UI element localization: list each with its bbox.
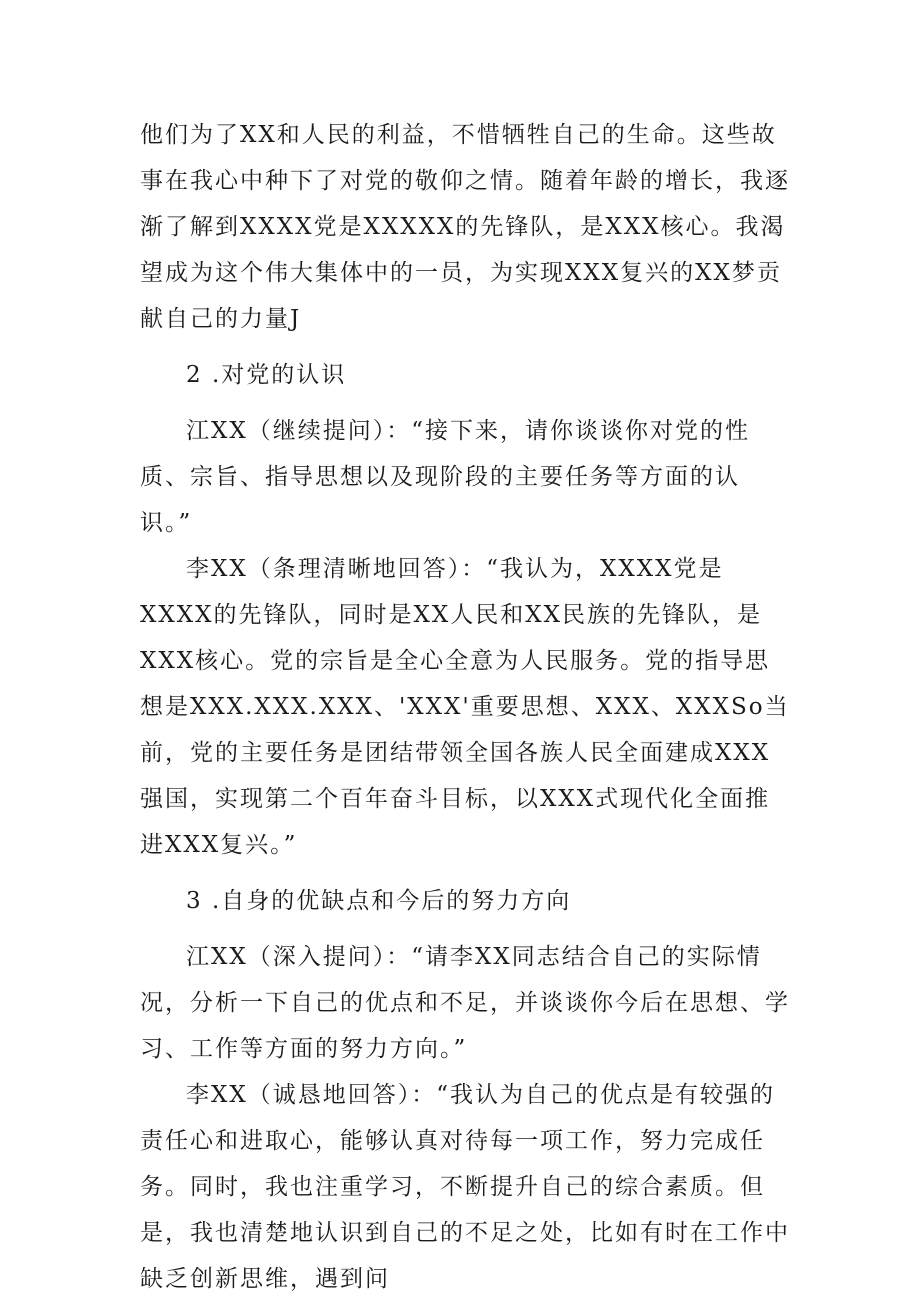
paragraph-question-party: 江XX（继续提问）：“接下来，请你谈谈你对党的性质、宗旨、指导思想以及现阶段的主要任务等方面的认识。” (140, 418, 751, 536)
paragraph-answer-self: 李XX（诚恳地回答）：“我认为自己的优点是有较强的责任心和进取心，能够认真对待每一项工作，努力完成任务。同时，我也注重学习，不断提升自己的综合素质。但是，我也清楚地认识到自己的不足之处，比如有时在工作中缺乏创新思维，遇到问 (140, 1082, 790, 1292)
paragraph-continued: 他们为了XX和人民的利益，不惜牺牲自己的生命。这些故事在我心中种下了对党的敬仰之情。随着年龄的增长，我逐渐了解到XXXX党是XXXXX的先锋队，是XXX核心。我渴望成为这个伟大集体中的一员，为实现XXX复兴的XX梦贡献自己的力量J (140, 122, 790, 332)
section-heading-party-understanding: 2 .对党的认识 (186, 362, 347, 388)
document-body (140, 112, 790, 1302)
section-heading-strengths-weaknesses: 3 .自身的优缺点和今后的努力方向 (186, 888, 572, 914)
paragraph-question-self: 江XX（深入提问）：“请李XX同志结合自己的实际情况，分析一下自己的优点和不足，并谈谈你今后在思想、学习、工作等方面的努力方向。” (140, 944, 790, 1062)
paragraph-answer-party: 李XX（条理清晰地回答）：“我认为，XXXX党是XXXX的先锋队，同时是XX人民和XX民族的先锋队，是XXX核心。党的宗旨是全心全意为人民服务。党的指导思想是XXX.XXX.XXX、'XXX'重要思想、XXX、XXXSo当前，党的主要任务是团结带领全国各族人民全面建成XXX强国，实现第二个百年奋斗目标，以XXX式现代化全面推进XXX复兴。” (140, 556, 790, 858)
